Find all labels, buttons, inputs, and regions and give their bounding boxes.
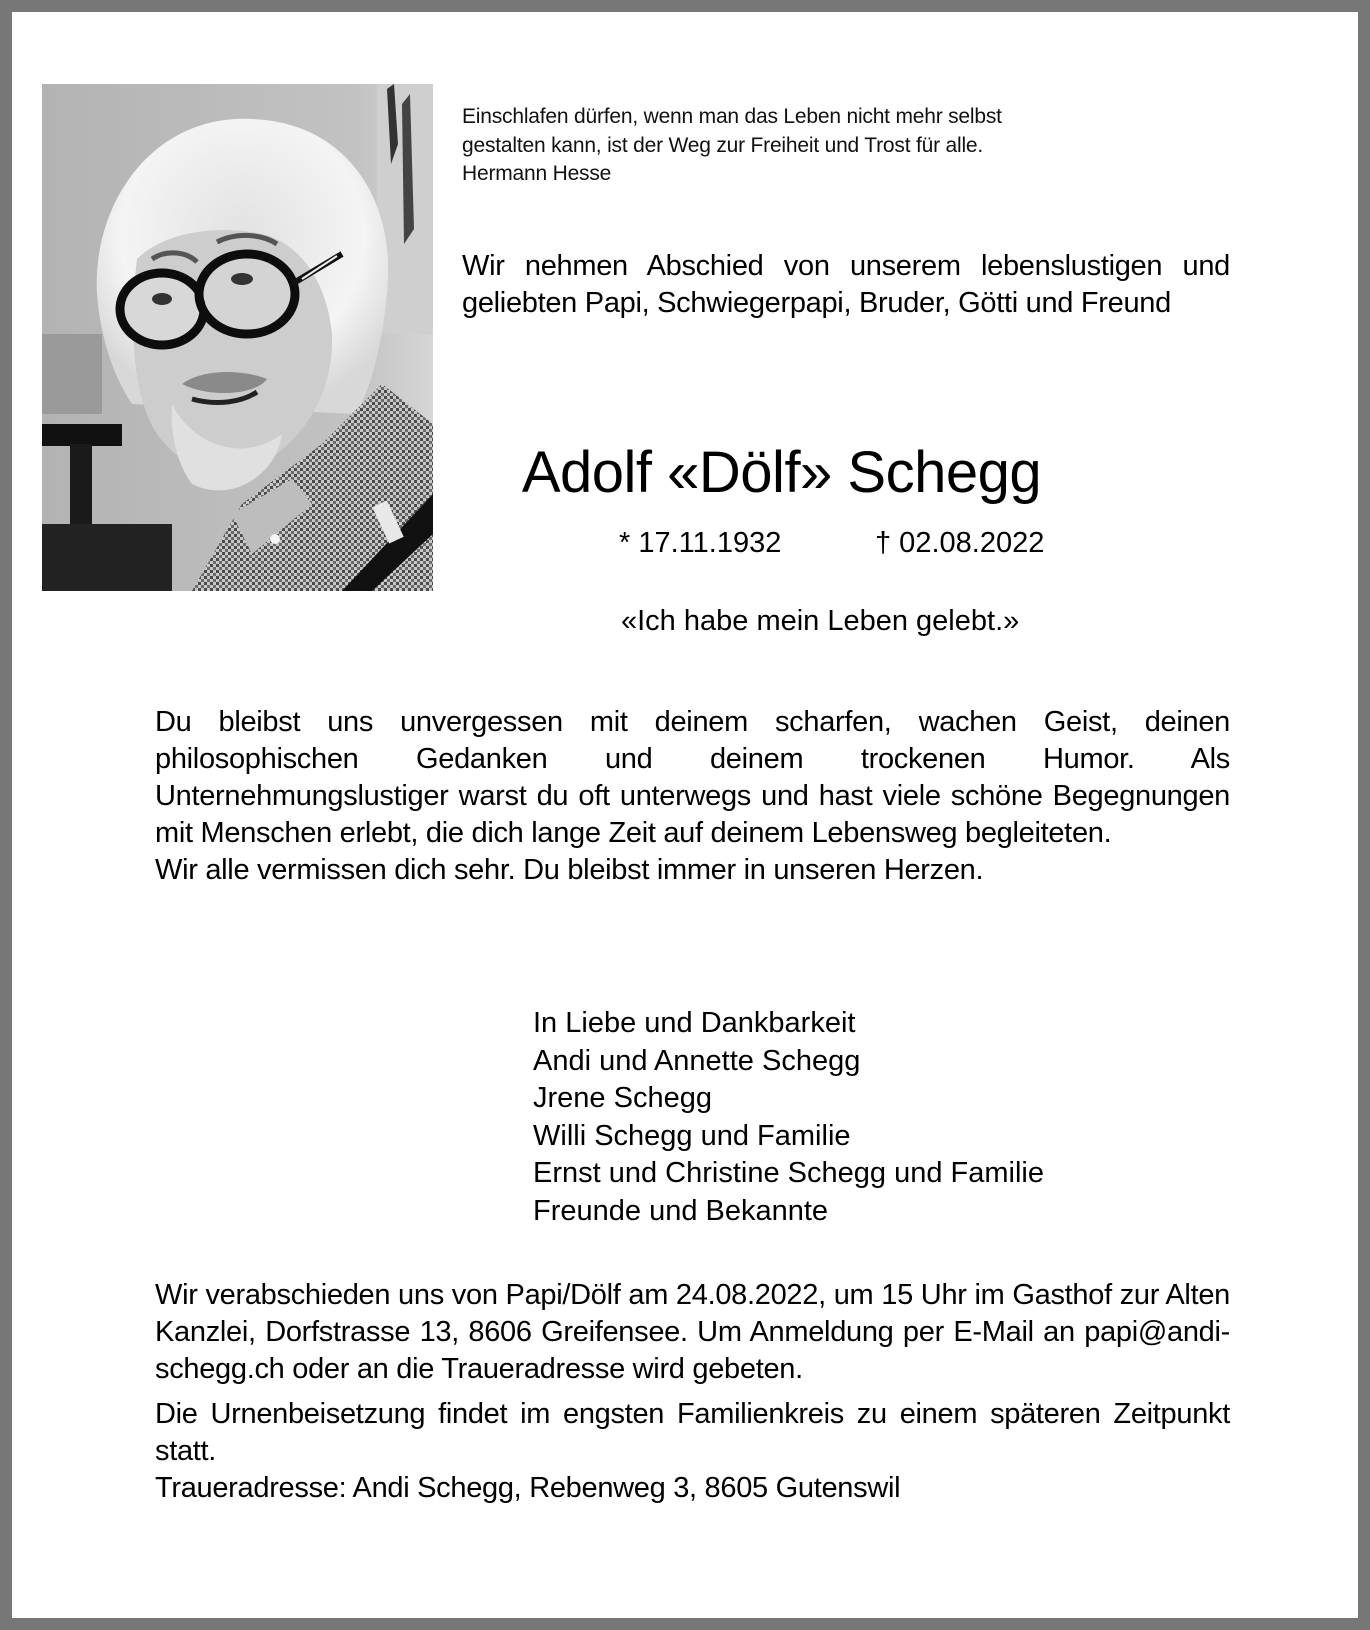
farewell-intro: Wir nehmen Abschied von unserem lebenslustigen und geliebten Papi, Schwiegerpapi, Bruder, Götti und Freund bbox=[462, 250, 1230, 319]
portrait-image bbox=[42, 84, 433, 591]
mourner: Ernst und Christine Schegg und Familie bbox=[533, 1157, 1044, 1189]
quote-author: Hermann Hesse bbox=[462, 162, 612, 185]
quote-line: Einschlafen dürfen, wenn man das Leben nicht mehr selbst bbox=[462, 105, 1002, 128]
mourner: Freunde und Bekannte bbox=[533, 1194, 829, 1227]
portrait-photo bbox=[42, 84, 433, 591]
tribute-closing: Wir alle vermissen dich sehr. Du bleibst immer in unseren Herzen. bbox=[155, 854, 984, 886]
signoff-heading: In Liebe und Dankbarkeit bbox=[533, 1007, 856, 1039]
birth-date: * 17.11.1932 bbox=[619, 527, 782, 559]
burial-info bbox=[155, 1396, 1230, 1507]
urn-burial-text: Die Urnenbeisetzung findet im engsten Familienkreis zu einem späteren Zeitpunkt statt. bbox=[155, 1398, 1230, 1467]
epitaph: «Ich habe mein Leben gelebt.» bbox=[621, 605, 1020, 637]
mourner: Andi und Annette Schegg bbox=[533, 1044, 861, 1077]
mourning-address: Traueradresse: Andi Schegg, Rebenweg 3, 8605 Gutenswil bbox=[155, 1472, 901, 1504]
mourner: Willi Schegg und Familie bbox=[533, 1119, 851, 1152]
death-date: † 02.08.2022 bbox=[875, 527, 1045, 559]
obituary-page bbox=[12, 12, 1358, 1618]
mourners-list bbox=[533, 1005, 1044, 1230]
tribute-text bbox=[155, 704, 1230, 889]
quote-line: gestalten kann, ist der Weg zur Freiheit und Trost für alle. bbox=[462, 133, 984, 157]
mourner: Jrene Schegg bbox=[533, 1082, 712, 1114]
funeral-service-info: Wir verabschieden uns von Papi/Dölf am 24.08.2022, um 15 Uhr im Gasthof zur Alten Kanzlei, Dorfstrasse 13, 8606 Greifensee. Um Anmeldung per E-Mail an papi@andi-schegg.ch oder an die Traueradresse wird gebeten. bbox=[155, 1279, 1230, 1385]
tribute-paragraph: Du bleibst uns unvergessen mit deinem scharfen, wachen Geist, deinen philosophischen Gedanken und deinem trockenen Humor. Als Unternehmungslustiger warst du oft unterwegs und hast viele schöne Begegnungen mit Menschen erlebt, die dich lange Zeit auf deinem Lebensweg begleiteten. bbox=[155, 706, 1230, 849]
hesse-quote bbox=[462, 103, 1162, 189]
deceased-name: Adolf «Dölf» Schegg bbox=[521, 440, 1042, 505]
